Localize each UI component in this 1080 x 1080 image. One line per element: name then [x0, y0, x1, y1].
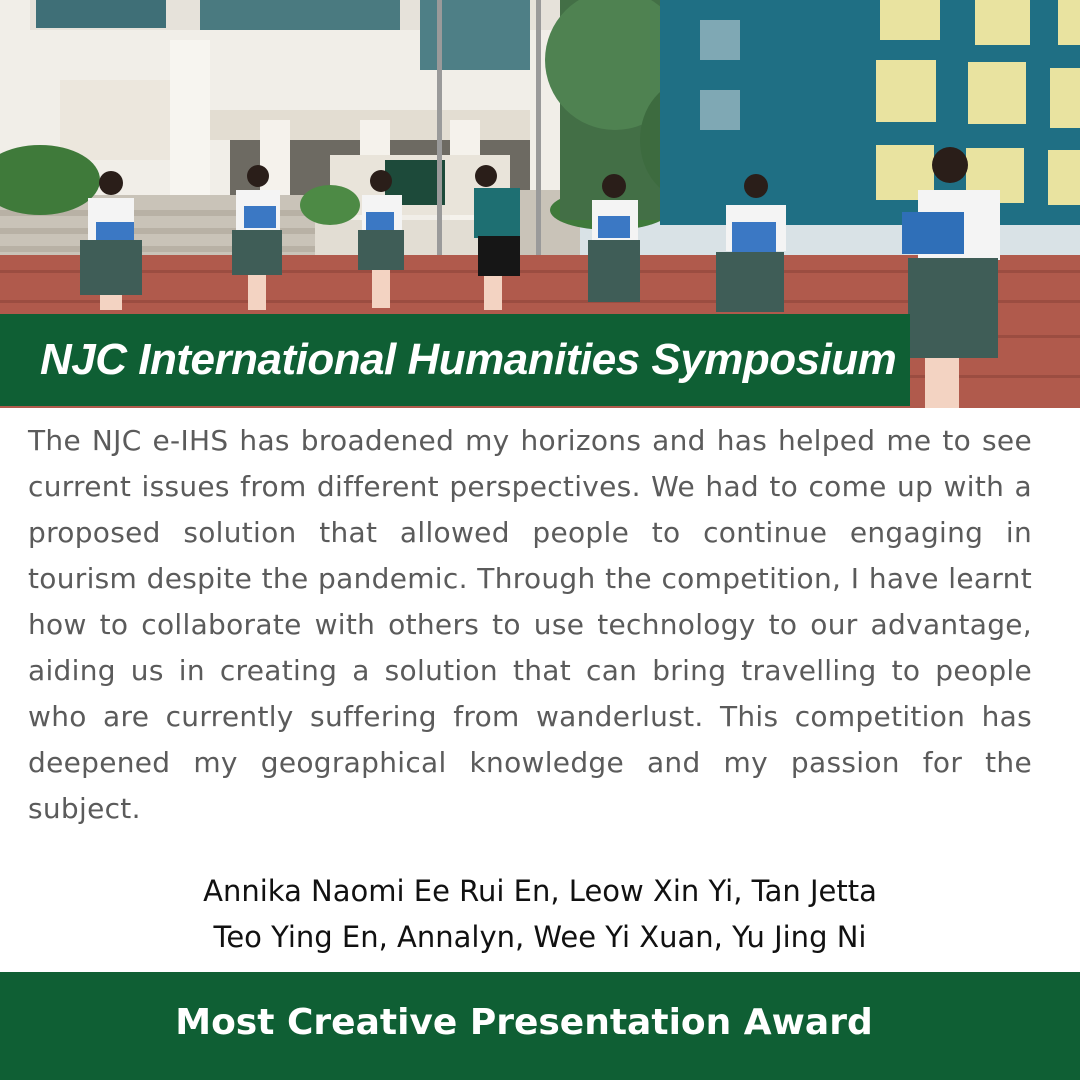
- page-title: NJC International Humanities Symposium: [40, 335, 897, 384]
- award-title: Most Creative Presentation Award: [175, 1002, 873, 1043]
- participant-names: [0, 868, 1080, 960]
- award-banner: [0, 972, 1080, 1080]
- testimonial-text: The NJC e-IHS has broadened my horizons and has helped me to see current issues from different perspectives. We had to come up with a proposed solution that allowed people to continue engaging in tourism despite the pandemic. Through the competition, I have learnt how to collaborate with others to use technology to our advantage, aiding us in creating a solution that can bring travelling to people who are currently suffering from wanderlust. This competition has deepened my geographical knowledge and my passion for the subject.: [28, 424, 1032, 825]
- names-line-2: Teo Ying En, Annalyn, Wee Yi Xuan, Yu Jing Ni: [213, 920, 867, 954]
- names-line-1: Annika Naomi Ee Rui En, Leow Xin Yi, Tan Jetta: [203, 874, 877, 908]
- title-banner: [0, 314, 910, 406]
